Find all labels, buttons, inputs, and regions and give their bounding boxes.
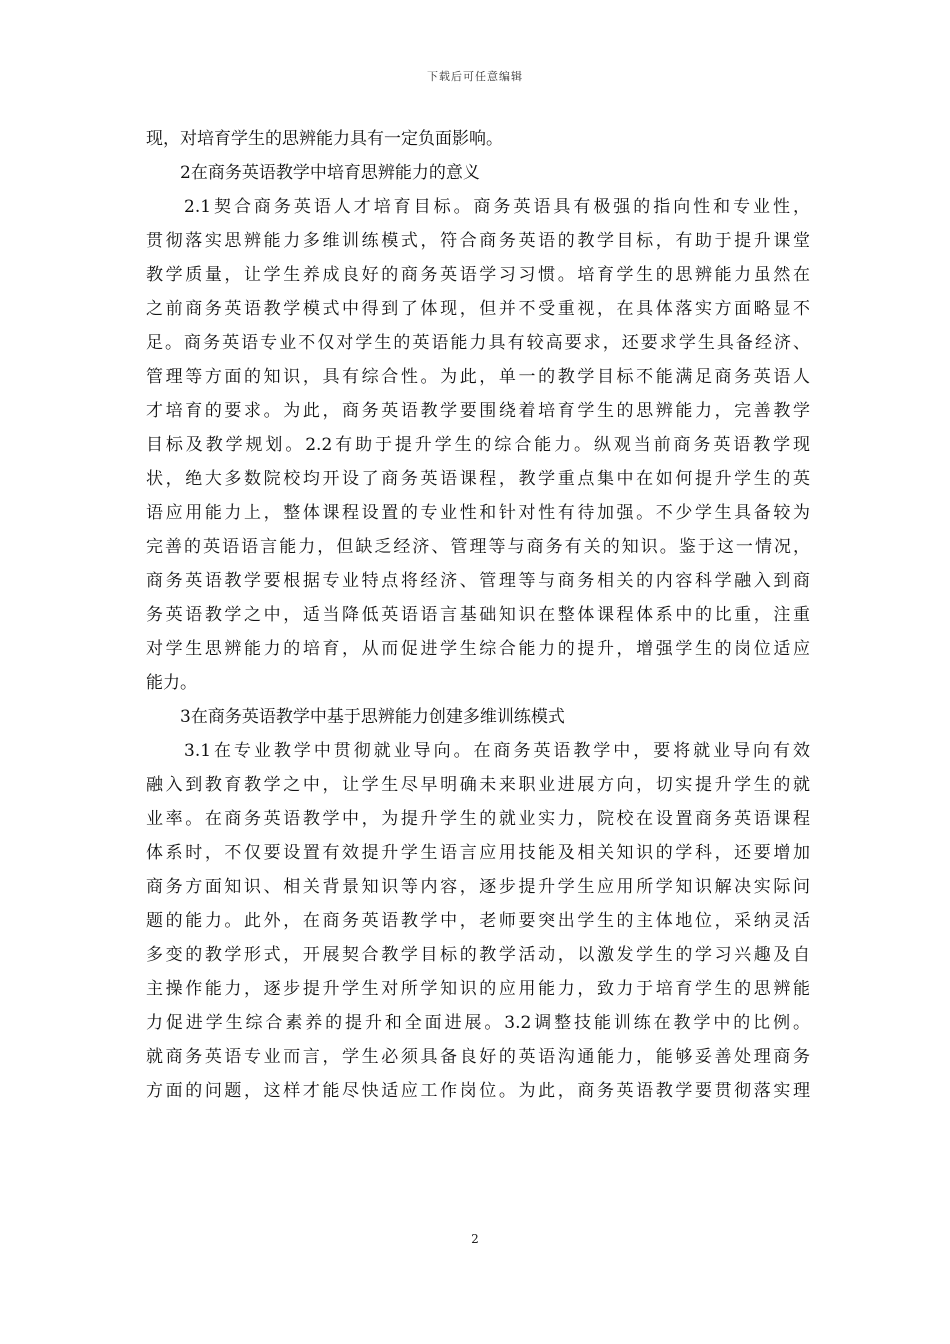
text-line: 现，对培育学生的思辨能力具有一定负面影响。 bbox=[146, 129, 503, 149]
text-line: 体系时，不仅要设置有效提升学生语言应用技能及相关知识的学科，还要增加 bbox=[146, 843, 810, 863]
text-line: 才培育的要求。为此，商务英语教学要围绕着培育学生的思辨能力，完善教学 bbox=[146, 401, 810, 421]
text-line: 对学生思辨能力的培育，从而促进学生综合能力的提升，增强学生的岗位适应 bbox=[146, 639, 810, 659]
text-line: 题的能力。此外，在商务英语教学中，老师要突出学生的主体地位，采纳灵活 bbox=[146, 911, 810, 931]
text-line: 就商务英语专业而言，学生必须具备良好的英语沟通能力，能够妥善处理商务 bbox=[146, 1047, 810, 1067]
text-line: 业率。在商务英语教学中，为提升学生的就业实力，院校在设置商务英语课程 bbox=[146, 809, 810, 829]
text-line: 完善的英语语言能力，但缺乏经济、管理等与商务有关的知识。鉴于这一情况， bbox=[146, 537, 810, 557]
text-line: 足。商务英语专业不仅对学生的英语能力具有较高要求，还要求学生具备经济、 bbox=[146, 333, 810, 353]
text-line: 2.1契合商务英语人才培育目标。商务英语具有极强的指向性和专业性， bbox=[184, 197, 810, 217]
text-line: 力促进学生综合素养的提升和全面进展。3.2调整技能训练在教学中的比例。 bbox=[146, 1013, 810, 1033]
text-line: 方面的问题，这样才能尽快适应工作岗位。为此，商务英语教学要贯彻落实理 bbox=[146, 1081, 810, 1101]
section-heading: 2在商务英语教学中培育思辨能力的意义 bbox=[180, 163, 480, 183]
text-line: 3.1在专业教学中贯彻就业导向。在商务英语教学中，要将就业导向有效 bbox=[184, 741, 810, 761]
text-line: 务英语教学之中，适当降低英语语言基础知识在整体课程体系中的比重，注重 bbox=[146, 605, 810, 625]
text-line: 商务英语教学要根据专业特点将经济、管理等与商务相关的内容科学融入到商 bbox=[146, 571, 810, 591]
page-header: 下载后可任意编辑 bbox=[427, 70, 523, 83]
text-line: 状，绝大多数院校均开设了商务英语课程，教学重点集中在如何提升学生的英 bbox=[146, 469, 810, 489]
section-heading: 3在商务英语教学中基于思辨能力创建多维训练模式 bbox=[180, 707, 565, 727]
text-line: 贯彻落实思辨能力多维训练模式，符合商务英语的教学目标，有助于提升课堂 bbox=[146, 231, 810, 251]
text-line: 融入到教育教学之中，让学生尽早明确未来职业进展方向，切实提升学生的就 bbox=[146, 775, 810, 795]
text-line: 之前商务英语教学模式中得到了体现，但并不受重视，在具体落实方面略显不 bbox=[146, 299, 810, 319]
text-line: 主操作能力，逐步提升学生对所学知识的应用能力，致力于培育学生的思辨能 bbox=[146, 979, 810, 999]
text-line: 语应用能力上，整体课程设置的专业性和针对性有待加强。不少学生具备较为 bbox=[146, 503, 810, 523]
text-line: 能力。 bbox=[146, 673, 197, 693]
text-line: 目标及教学规划。2.2有助于提升学生的综合能力。纵观当前商务英语教学现 bbox=[146, 435, 810, 455]
document-body bbox=[146, 122, 810, 1108]
text-line: 多变的教学形式，开展契合教学目标的教学活动，以激发学生的学习兴趣及自 bbox=[146, 945, 810, 965]
text-line: 教学质量，让学生养成良好的商务英语学习习惯。培育学生的思辨能力虽然在 bbox=[146, 265, 810, 285]
text-line: 商务方面知识、相关背景知识等内容，逐步提升学生应用所学知识解决实际问 bbox=[146, 877, 810, 897]
text-line: 管理等方面的知识，具有综合性。为此，单一的教学目标不能满足商务英语人 bbox=[146, 367, 810, 387]
page-number: 2 bbox=[471, 1232, 479, 1246]
